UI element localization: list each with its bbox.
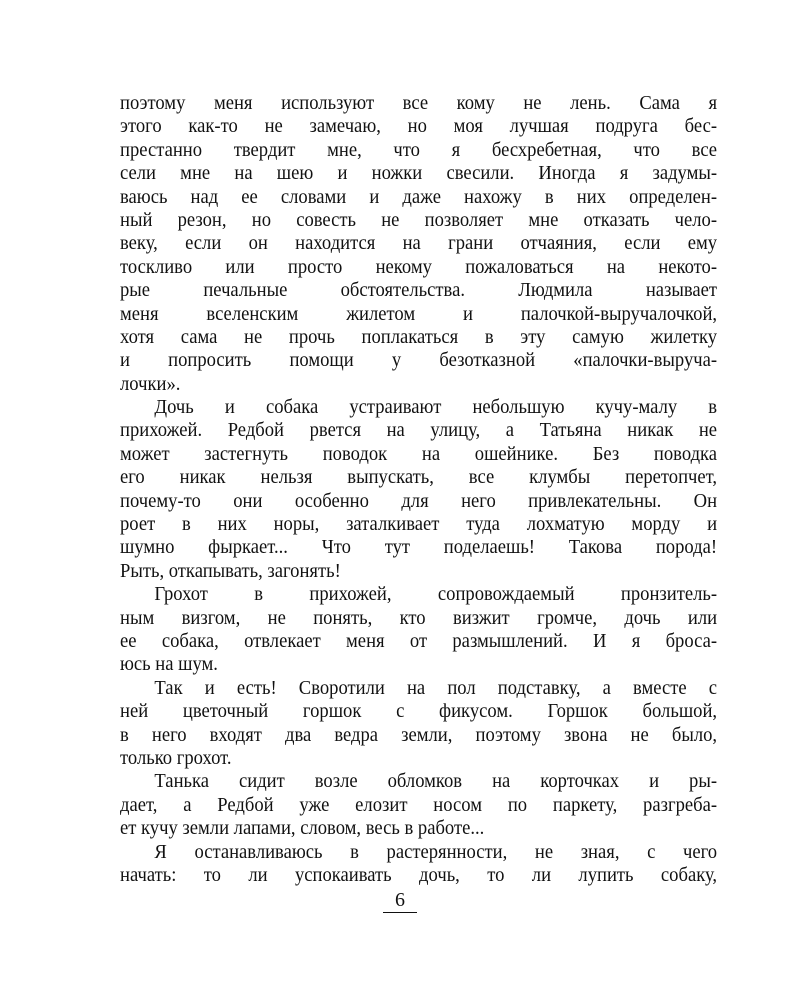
text-line: Грохот в прихожей, сопровождаемый пронзитель- <box>154 583 718 606</box>
text-line: юсь на шум. <box>120 653 218 676</box>
text-line: почему-то они особенно для него привлекательны. Он <box>120 489 718 512</box>
text-line: ный резон, но совесть не позволяет мне отказать чело- <box>120 208 718 231</box>
page-footer <box>0 889 800 913</box>
text-line: ным визгом, не понять, кто визжит громче, дочь или <box>120 606 718 629</box>
text-line: лочки». <box>120 372 181 395</box>
text-line: Я останавливаюсь в растерянности, не зная, с чего <box>154 840 718 863</box>
text-line: прихожей. Редбой рвется на улицу, а Татьяна никак не <box>120 419 718 442</box>
text-line: его никак нельзя выпускать, все клумбы перетопчет, <box>120 466 718 489</box>
text-line: веку, если он находится на грани отчаяния, если ему <box>120 232 718 255</box>
text-line: может застегнуть поводок на ошейнике. Без поводка <box>120 442 718 465</box>
text-line: ее собака, отвлекает меня от размышлений. И я броса- <box>120 629 718 652</box>
text-line: хотя сама не прочь поплакаться в эту самую жилетку <box>120 325 718 348</box>
text-line: ваюсь над ее словами и даже нахожу в них определен- <box>120 185 718 208</box>
text-line: меня вселенским жилетом и палочкой-выручалочкой, <box>120 302 718 325</box>
text-line: Танька сидит возле обломков на корточках и ры- <box>154 770 718 793</box>
text-line: поэтому меня используют все кому не лень. Сама я <box>120 92 718 114</box>
text-line: начать: то ли успокаивать дочь, то ли лупить собаку, <box>120 863 718 886</box>
text-line: шумно фыркает... Что тут поделаешь! Такова порода! <box>120 536 718 559</box>
text-line: Рыть, откапывать, загонять! <box>120 559 341 582</box>
text-line: престанно твердит мне, что я бесхребетная, что все <box>120 138 718 161</box>
text-line: только грохот. <box>120 746 232 769</box>
text-line: в него входят два ведра земли, поэтому звона не было, <box>120 723 718 746</box>
text-line: рые печальные обстоятельства. Людмила называет <box>120 279 718 302</box>
body-text <box>120 92 717 887</box>
text-line: Так и есть! Своротили на пол подставку, а вместе с <box>154 676 718 699</box>
text-line: сели мне на шею и ножки свесили. Иногда я задумы- <box>120 162 718 185</box>
text-line: Дочь и собака устраивают небольшую кучу-малу в <box>154 396 718 419</box>
text-line: и попросить помощи у безотказной «палочки-выруча- <box>120 349 718 372</box>
text-line: тоскливо или просто некому пожаловаться на некото- <box>120 255 718 278</box>
text-line: этого как-то не замечаю, но моя лучшая подруга бес- <box>120 115 718 138</box>
text-line: роет в них норы, заталкивает туда лохматую морду и <box>120 513 718 536</box>
page-number: 6 <box>383 889 417 913</box>
text-line: ней цветочный горшок с фикусом. Горшок большой, <box>120 700 718 723</box>
text-line: дает, а Редбой уже елозит носом по паркету, разгреба- <box>120 793 718 816</box>
text-line: ет кучу земли лапами, словом, весь в работе... <box>120 817 485 840</box>
